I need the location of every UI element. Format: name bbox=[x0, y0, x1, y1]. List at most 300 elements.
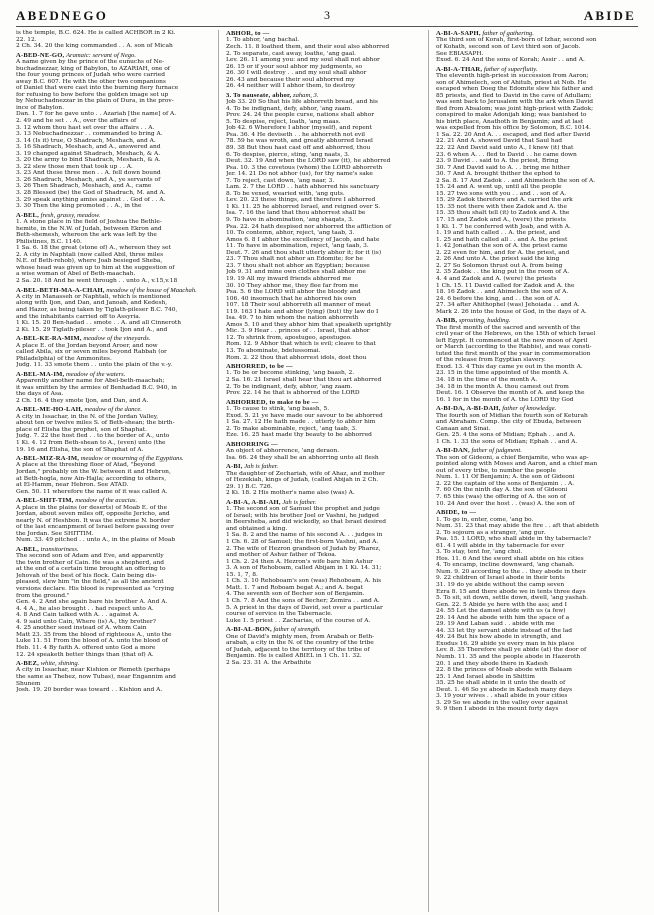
headword: A-BEL-SHIT-TIM, bbox=[16, 497, 74, 505]
entry-line: 19. 16 and Elisha, the son of Shaphat of A. bbox=[16, 446, 144, 453]
entry-line: 49. 24 But his bow abode in strength, and bbox=[436, 634, 562, 641]
dictionary-entry bbox=[16, 546, 216, 658]
entry-line: 23. 9 David . . said to A. the priest, Bring bbox=[436, 158, 559, 165]
headword-gloss: father of superfluity. bbox=[483, 65, 538, 73]
entry-line: Philadelphia) of the Ammonites. bbox=[16, 355, 112, 362]
entry-line: 1 Ki. 4. 12 from Beth-shean to A., (even) unto (the bbox=[16, 439, 166, 446]
entry-line: 11. To have in abomination, reject, 'ang taab, 3. bbox=[226, 243, 369, 250]
entry-line: A name given by the prince of the eunuchs of Ne- bbox=[16, 59, 165, 66]
entry-line: Jordan," probably on the W. between it and Hebron, bbox=[16, 469, 171, 476]
dictionary-entry bbox=[226, 463, 426, 497]
entry-line: 4. 25 another seed instead of A. whom Cain bbox=[16, 625, 147, 632]
entry-line: 3. 13 Nebuchadnezzar . . commanded to bring A. bbox=[16, 131, 163, 138]
entry-line: Job 42. 6 Wherefore I abhor (myself), and repent bbox=[226, 125, 372, 132]
entry-line: Zech. 11. 8 loathed them, and their soul also abhorred bbox=[226, 43, 390, 50]
headword: A-BI-A, A-BI-AH, bbox=[226, 498, 281, 506]
entry-line: 2. The wife of Hezron grandson of Judah by Pharez, bbox=[226, 545, 381, 552]
entry-line: 22. 21 And A. showed David that Saul had bbox=[436, 138, 563, 145]
entry-line: 15. 29 Zadok therefore and A. carried the ark bbox=[436, 197, 573, 204]
entry-line: Isa. 7. 16 the land that thou abhorrest shall be bbox=[226, 210, 366, 217]
entry-line: Rom. 12. 9 Abhor that which is evil; cleave to that bbox=[226, 341, 376, 348]
entry-line: Gen. 50. 11 wherefore the name of it was called A. bbox=[16, 488, 168, 495]
entry-line: Mic. 3. 9 Hear . . princes of . . Israel, that abhor bbox=[226, 328, 370, 335]
entry-line: Num. 1. 11 Of Benjamin; A. the son of Gideoni bbox=[436, 474, 575, 481]
entry-line: 23. 15 in the time appointed of the month A. bbox=[436, 370, 569, 377]
entry-line: 2 Sa. 8. 17 And Zadok . . and Ahimelech the son of A. bbox=[436, 177, 596, 184]
entry-line: and mother of Ashur father of Tekoa. bbox=[226, 552, 337, 559]
entry-line: was sent back to Jerusalem with the ark when David bbox=[436, 99, 594, 106]
entry-line: 3. 22 slew those men that took up . . A. bbox=[16, 163, 133, 170]
entry-line: of the release from Egyptian slavery. bbox=[436, 357, 546, 364]
entry-line: 8. To be vexed, wearied with, 'ang quts. bbox=[226, 190, 345, 197]
entry-line: 4. 8 And Cain talked with A. . . against A. bbox=[16, 612, 140, 619]
entry-line: Eze. 16. 25 hast made thy beauty to be abhorred bbox=[226, 432, 372, 439]
entry-line: A place in the plains (or deserts) of Moab E. of the bbox=[16, 504, 168, 511]
entry-line: Job 33. 20 So that his life abhorreth bread, and his bbox=[226, 99, 378, 106]
entry-line: tuted the first month of the year in commemoration bbox=[436, 350, 591, 357]
entry-line: Apparently another name for Abel-beth-maachah; bbox=[16, 378, 165, 385]
entry-line: 2 Ki. 18. 2 His mother's name also (was) A. bbox=[226, 490, 355, 497]
entry-line: Lam. 2. 7 the LORD . . hath abhorred his sanctuary bbox=[226, 184, 380, 191]
dictionary-entry bbox=[16, 52, 216, 210]
entry-line: 3. 16 Shadrach, Meshach, and A., answered and bbox=[16, 144, 161, 151]
entry-heading bbox=[436, 66, 636, 73]
entry-line: the same as Thebez, now Tubas), near Engannim and bbox=[16, 674, 176, 680]
entry-line: 34. 18 in the month A. thou camest out from bbox=[436, 383, 569, 390]
entry-line: 7. To reject, cast down, 'ang naar, 3. bbox=[226, 177, 335, 184]
entry-line: Psa. 15. 1 LORD, who shall abide in thy tabernacle? bbox=[436, 536, 591, 543]
entry-line: 2. To sojourn as a stranger, 'ang gur. bbox=[436, 529, 546, 536]
entry-line: 15. 35 not there with thee Zadok and A. the bbox=[436, 203, 567, 210]
entry-line: 26. 44 neither will I abhor them, to destroy bbox=[226, 83, 356, 90]
headword-gloss: Jah is father. bbox=[282, 498, 317, 506]
entry-heading bbox=[436, 509, 636, 516]
headword: A-BI-DAN, bbox=[436, 447, 470, 455]
entry-line: a wise woman of Abel of Beth-maachah. bbox=[16, 271, 136, 278]
entry-line: A city in Issachar, near Kishion or Remeth (perhaps bbox=[16, 667, 171, 674]
entry-line: 2. 22 the captain of the sons of Benjamin . . A. bbox=[436, 480, 575, 487]
dictionary-entry bbox=[226, 626, 426, 666]
entry-line: 9. 22 children of Israel abode in their tents bbox=[436, 575, 565, 582]
entry-line: conspired to make Adonijah king; was banished to bbox=[436, 112, 587, 119]
entry-line: 2 Sa. 16. 21 Israel shall hear that thou art abhorred bbox=[226, 377, 382, 384]
entry-line: of Kohath, second son of Levi third son of Jacob. bbox=[436, 43, 581, 50]
entry-line: Canaan and Sinai. bbox=[436, 425, 491, 432]
dictionary-entry bbox=[436, 30, 636, 64]
entry-line: fled from Absalom; was joint high-priest with Zadok; bbox=[436, 105, 594, 112]
entry-line: 35. 25 he shall abide in it unto the death of bbox=[436, 680, 566, 687]
dictionary-entry bbox=[16, 406, 216, 453]
entry-line: 29. 19 And Laban said . . abide with me bbox=[436, 621, 555, 628]
headword-gloss: Aramaic: servant of Nego. bbox=[66, 51, 136, 59]
headword: A-BIB, bbox=[436, 317, 458, 325]
dictionary-entry bbox=[16, 212, 216, 285]
entry-line: 1 Ki. 11. 25 he abhorred Israel, and reigned over S. bbox=[226, 203, 381, 210]
headword-gloss: zaham, 3. bbox=[293, 91, 319, 99]
dictionary-entry bbox=[226, 499, 426, 624]
entry-line: 44. 33 let thy servant abide instead of the lad bbox=[436, 627, 573, 634]
headword: A-BEL-ME-HO-LAH, bbox=[16, 406, 83, 414]
entry-line: The first month of the sacred and seventh of the bbox=[436, 324, 581, 331]
dictionary-entry bbox=[226, 30, 426, 90]
entry-line: The son of Gideoni, a chief Benjamite, who was ap- bbox=[436, 454, 589, 461]
dictionary-entry bbox=[226, 441, 426, 462]
entry-line: The fourth son of Midian the fourth son of Keturah bbox=[436, 412, 588, 419]
entry-line: Gen. 4. 2 And she again bare his brother A. And A. bbox=[16, 599, 168, 606]
entry-heading bbox=[16, 335, 216, 342]
dictionary-entry bbox=[436, 317, 636, 403]
entry-line: 3. 12 whom thou hast set over the affairs . . A. bbox=[16, 124, 155, 131]
headword-gloss: fresh, grassy, meadow. bbox=[40, 211, 101, 219]
entry-line: 1 Ch. 1. 33 the sons of Midian; Ephah . . and A. bbox=[436, 438, 578, 445]
entry-line: 16. 1 for in the month of A. the LORD thy God bbox=[436, 396, 574, 403]
entry-line: 3. 26 Then Shadrach, Meshach, and A., came bbox=[16, 183, 152, 190]
headword: A-BI-A-SAPH, bbox=[436, 30, 481, 37]
entry-line: 20. 1 and they abode there in Kadesh bbox=[436, 660, 548, 667]
entry-line: Luke 11. 51 From the blood of A. unto the blood of bbox=[16, 638, 168, 645]
headword: 3. To nauseate, abhor, bbox=[226, 91, 292, 99]
entry-line: 3. 29 So we abode in the valley over against bbox=[436, 699, 568, 706]
entry-line: 2 Ch. 34. 20 the king commanded . . A. son of Micah bbox=[16, 43, 173, 50]
entry-line: The third son of Korah, first-born of Izhar, second son bbox=[436, 37, 597, 44]
headword: ABHORRED, to be — bbox=[226, 363, 293, 371]
entry-line: 23. 7 Thou shalt not abhor an Edomite; for he bbox=[226, 256, 363, 263]
entry-line: Exod. 6. 24 And the sons of Korah; Assir . . and A. bbox=[436, 57, 585, 64]
entry-line: The daughter of Zechariah, wife of Ahaz, and mother bbox=[226, 470, 385, 477]
entry-line: place of Elisha the prophet, son of Shaphat. bbox=[16, 426, 148, 433]
entry-line: 1 Ch. 15. 11 David called for Zadok and A. the bbox=[436, 282, 575, 289]
headword: A-BEL-BETH-MA-A-CHAH, bbox=[16, 286, 105, 294]
column-middle bbox=[226, 30, 429, 912]
entry-line: 4. 9 said unto Cain, Where (is) A., thy brother? bbox=[16, 618, 156, 625]
entry-line: it was smitten by the armies of Benhadad B.C. 940, in bbox=[16, 384, 177, 391]
entry-line: Job 9. 31 and mine own clothes shall abhor me bbox=[226, 269, 366, 276]
entry-line: 22. 22 And David said unto A., I knew (it) that bbox=[436, 145, 574, 152]
entry-line: 4. To encamp, incline downward, 'ang chanah. bbox=[436, 562, 575, 569]
entry-line: 23. 6 when A. . . fled to David . . he came down bbox=[436, 151, 577, 158]
entry-line: the days of Asa. bbox=[16, 391, 64, 398]
entry-heading bbox=[226, 441, 426, 448]
entry-line: for refusing to bow before the golden image set up bbox=[16, 91, 169, 98]
dictionary-entry bbox=[16, 455, 216, 495]
entry-line: at Beth-hogla, now Ain-Hajla; according to others, bbox=[16, 475, 167, 482]
headword: ABHORRING — bbox=[226, 440, 278, 448]
headword: A-BI-DA, A-BI-DAH, bbox=[436, 405, 501, 413]
entry-line: 1 Ch. 3. 10 Rehoboam's son (was) Rehoboam, A. his bbox=[226, 578, 382, 585]
entry-line: 6. To despise, pierce, sting, 'ang naats, 3. bbox=[226, 151, 350, 158]
dictionary-entry bbox=[16, 287, 216, 334]
entry-line: 3. 30 Then the king promoted . . A., in the bbox=[16, 203, 142, 210]
entry-line: 5. To despise, reject, loath, 'ang maas. bbox=[226, 118, 341, 125]
entry-line: The eleventh high-priest in succession from Aaron; bbox=[436, 73, 589, 79]
entry-line: 3. 14 (Is it) true, O Shadrach, Meshach, and A. bbox=[16, 137, 156, 144]
entry-line: by Nebuchadnezzar in the plain of Dura, in the prov- bbox=[16, 98, 174, 105]
entry-line: of the last encampment of Israel before passing over bbox=[16, 524, 174, 531]
entry-line: at the end of a certain time brought an offering to bbox=[16, 566, 166, 573]
entry-line: his birth place, Anathoth in Benjamin; and at last bbox=[436, 118, 584, 125]
entry-line: Mark 2. 26 into the house of God, in the days of A. bbox=[436, 308, 587, 315]
entry-line: 1 Sa. 27. 12 He hath made . . utterly to abhor him bbox=[226, 419, 376, 426]
dictionary-entry bbox=[16, 335, 216, 369]
dictionary-entry bbox=[436, 405, 636, 445]
entry-line: 25. 1 And Israel abode in Shittim bbox=[436, 673, 535, 680]
entry-line: Exod. 5. 21 ye have made our savour to be abhorred bbox=[226, 412, 383, 419]
entry-line: Lev. 26. 11 among you: and my soul shall not abhor bbox=[226, 57, 380, 64]
entry-line: 1 Ch. 7. 8 And the sons of Becher; Zemira . . and A. bbox=[226, 597, 380, 604]
entry-line: 15. 27 two sons with you . . and . . son of A. bbox=[436, 190, 567, 197]
entry-line: 26. 30 I will destroy . . and my soul shall abhor bbox=[226, 70, 367, 77]
entry-line: 2. 35 Zadok . . the king put in the room of A. bbox=[436, 269, 570, 276]
entry-line: 34. 18 in the time of the month A. bbox=[436, 377, 538, 384]
entry-line: 24. 6 before the king, and . . the son of A. bbox=[436, 295, 561, 302]
headword-gloss: white, shining. bbox=[40, 660, 80, 668]
entry-line: 2. 49 and he set . . A., over the affairs of bbox=[16, 117, 137, 124]
entry-line: 30. 7 And David said to A. . . bring me hither bbox=[436, 164, 570, 171]
entry-line: 5. To sit, sit down, settle down, dwell, 'ang yashab. bbox=[436, 595, 589, 602]
entry-line: of Judah, adjacent to the territory of the tribe of bbox=[226, 646, 370, 653]
entry-line: 2. 22 even for him, and for A. the priest, and bbox=[436, 249, 570, 256]
entry-heading bbox=[436, 405, 636, 412]
headword: A-BEL-KE-RA-MIM, bbox=[16, 335, 82, 343]
entry-line: Judg. 7. 22 the host fled . . to the border of A., unto bbox=[16, 433, 170, 440]
dictionary-entry bbox=[226, 92, 426, 361]
headword: ABHOR, to — bbox=[226, 30, 270, 37]
entry-heading bbox=[226, 92, 426, 99]
entry-heading bbox=[16, 455, 216, 462]
headword: A-BEZ, bbox=[16, 660, 39, 668]
entry-line: Ezra 8. 15 and there abode we in tents three days bbox=[436, 588, 586, 595]
entry-heading bbox=[16, 212, 216, 219]
entry-line: See EBIASAPH. bbox=[436, 50, 484, 57]
column-right bbox=[436, 30, 638, 912]
entry-heading bbox=[16, 406, 216, 413]
entry-line: 1 Sa. 6. 18 the great (stone of) A., whereon they set bbox=[16, 245, 171, 252]
entry-heading bbox=[16, 660, 216, 667]
entry-line: Deut. 32. 19 And when the LORD saw (it), he abhorred bbox=[226, 158, 391, 165]
headword: A-BEL-MIZ-RA-IM, bbox=[16, 455, 80, 463]
entry-line: and obtained a king. bbox=[226, 525, 288, 532]
entry-line: 12. 24 speaketh better things than (that of) A. bbox=[16, 651, 154, 658]
entry-line: 1. 42 Jonathan the son of A. the priest came bbox=[436, 243, 568, 250]
entry-line: away B.C. 607. He with the other two companions bbox=[16, 78, 166, 85]
dictionary-entry bbox=[16, 371, 216, 405]
entry-line: 3. 28 Blessed (be) the God of Shadrach, M. and A. bbox=[16, 189, 166, 196]
entry-line: Hos. 11. 6 And the sword shall abide on his cities bbox=[436, 555, 584, 562]
headword: A-BED-NE-GO, bbox=[16, 51, 65, 59]
entry-line: 119. 163 I hate and abhor (lying) (but) thy law do I bbox=[226, 308, 379, 315]
entry-line: Exod. 13. 4 This day came ye out in the month A. bbox=[436, 363, 583, 370]
entry-line: civil year of the Hebrews, on the 15th of which Israel bbox=[436, 331, 596, 338]
dictionary-entry bbox=[16, 660, 216, 694]
entry-line: of Hezekiah, kings of Judah, (called Abijah in 2 Ch. bbox=[226, 477, 379, 484]
headword-gloss: sprouting, budding. bbox=[458, 317, 511, 325]
entry-line: Rom. 2. 22 thou that abhorrest idols, dost thou bbox=[226, 354, 367, 361]
entry-line: pleased, slew him "in the field," as all the ancient bbox=[16, 579, 164, 586]
entry-line: Jordan, about seven miles off, opposite Jericho, and bbox=[16, 511, 170, 518]
headword-gloss: transitoriness. bbox=[40, 545, 79, 553]
entry-line: of Daniel that were cast into the burning fiery furnace bbox=[16, 85, 179, 92]
entry-heading bbox=[226, 399, 426, 406]
entry-line: 23. 7 thou shalt not abhor an Egyptian; because bbox=[226, 262, 370, 269]
entry-line: 1 Ki. 15. 20 Ben-hadad . . smote . . A. and all Cinneroth bbox=[16, 320, 182, 327]
entry-line: 1. To cause to stink, 'ang baash, 5. bbox=[226, 406, 330, 413]
entry-heading bbox=[226, 626, 426, 633]
entry-line: Judg. 11. 33 smote them . . unto the plain of the v.-y. bbox=[16, 362, 173, 369]
entry-heading bbox=[16, 52, 216, 59]
entry-line: Beth-shemesh, whereon the ark was left by the bbox=[16, 232, 157, 239]
headword: ABHORRED, to make to be — bbox=[226, 398, 319, 406]
entry-line: 106. 40 insomuch that he abhorred his own bbox=[226, 295, 357, 302]
entry-line: Heb. 11. 4 By faith A. offered unto God a more bbox=[16, 644, 156, 651]
entry-line: arabah, a city in the N. of the country of the tribe bbox=[226, 640, 374, 647]
entry-heading bbox=[16, 287, 216, 294]
entry-line: 13. To abominate, bdelussomai. bbox=[226, 347, 321, 354]
entry-line: whose head was given up to him at the suggestion of bbox=[16, 264, 175, 271]
entry-line: Luke 1. 5 priest . . Zacharias, of the course of A. bbox=[226, 617, 371, 624]
entry-line: 2. 27 So Solomon thrust out A. from being bbox=[436, 262, 563, 269]
entry-line: 15. 35 thou shalt tell (it) to Zadok and A. the bbox=[436, 210, 570, 217]
entry-line: Jehovah of the best of his flock. Cain being dis- bbox=[16, 572, 157, 579]
entry-heading bbox=[226, 30, 426, 37]
entry-line: 1 Ki. 1. 7 he conferred with Joab, and with A. bbox=[436, 223, 571, 230]
entry-line: 12. To shrink from, apostugeo, apostugeo. bbox=[226, 334, 352, 341]
entry-line: of Israel; with his brother Joel or Vashni, he judged bbox=[226, 512, 379, 519]
entry-line: 3. 23 And these three men . . A. fell down bound bbox=[16, 170, 161, 177]
headword: A-BEL, bbox=[16, 545, 39, 553]
headword: A-BI-A-THAR, bbox=[436, 65, 483, 73]
entry-line: Deut. 1. 46 So ye abode in Kadesh many days bbox=[436, 686, 573, 693]
running-header bbox=[16, 6, 638, 27]
entry-line: 2 Ki. 15. 29 Tiglath-pileser . . took Ijon and A., and bbox=[16, 326, 168, 333]
entry-line: Dan. 1. 7 for he gave unto . . Azariah [the name] of A. bbox=[16, 111, 177, 118]
entry-line: Josh. 19. 20 border was toward . . Kishion and A. bbox=[16, 687, 163, 694]
entry-line: 10. 24 And over the host . . (was) A. the son of bbox=[436, 500, 575, 507]
dictionary-entry bbox=[436, 447, 636, 507]
entry-line: nearly N. of Heshbon. It was the extreme N. border bbox=[16, 517, 170, 524]
entry-line: One of David's mighty men, from Arabah or Beth- bbox=[226, 633, 375, 640]
entry-line: is the temple, B.C. 624. He is called ACHBOR in 2 Ki. bbox=[16, 30, 176, 36]
entry-heading bbox=[436, 317, 636, 324]
entry-line: Numb. 11. 35 and the people abode in Hazeroth bbox=[436, 654, 581, 661]
entry-line: Gen. 25. 4 the sons of Midian; Ephah . . and A. bbox=[436, 432, 576, 439]
dictionary-entry bbox=[16, 30, 216, 50]
entry-line: Psa. 22. 24 hath despised nor abhorred the affliction of bbox=[226, 223, 392, 230]
headword: A-BI-AL-BON, bbox=[226, 626, 272, 634]
entry-line: 2. To separate, cast away, loathe, 'ang gaal. bbox=[226, 50, 356, 57]
entry-line: pointed along with Moses and Aaron, and a chief man bbox=[436, 461, 598, 468]
entry-line: 4. 4 A., he also brought . . had respect unto A. bbox=[16, 605, 154, 612]
entry-line: buchadnezzar, king of Babylon, to AZARIAH, one of bbox=[16, 65, 170, 72]
entry-line: 2 Sa. 23. 31 A. the Arbathite bbox=[226, 659, 312, 666]
entry-line: Benjamin. He is called ABIEL in 1 Ch. 11. 32. bbox=[226, 653, 362, 660]
entry-line: Num. 31. 23 that may abide the fire . . aft that abideth bbox=[436, 523, 599, 530]
entry-line: called Abila, six or seven miles beyond Rabbah (or bbox=[16, 349, 167, 356]
entry-line: Prov. 24. 24 the people curse, nations shall abhor bbox=[226, 112, 375, 119]
entry-line: and Hazor, as being taken by Tiglath-pileser B.C. 740, bbox=[16, 307, 178, 313]
entry-line: Prov. 22. 14 he that is abhorred of the LORD bbox=[226, 390, 360, 397]
entry-line: 15. 24 and A. went up, until all the people bbox=[436, 184, 562, 191]
entry-line: 1. 19 and hath called . . A. the priest, and bbox=[436, 230, 561, 237]
headword-gloss: meadow of the waters. bbox=[66, 370, 126, 378]
entry-line: N.E. of Beth-rehob), where Joab besieged Sheba, bbox=[16, 258, 163, 265]
entry-line: or March (according to the Rabbis), and was consti- bbox=[436, 344, 592, 351]
headword-gloss: Jah is father. bbox=[244, 463, 279, 471]
entry-line: in Beersheba, and did wickedly, so that Israel desired bbox=[226, 519, 386, 526]
entry-line: ince of Babylon. bbox=[16, 104, 64, 111]
entry-line: 2. 26 And unto A. the priest said the king bbox=[436, 256, 560, 263]
entry-line: 2 Sa. 20. 18 And he went through . . unto A., v.15,v.18 bbox=[16, 277, 178, 284]
entry-line: 3. 26 Shadrach, Meshach, and A., ye servants of bbox=[16, 176, 161, 183]
headword: A-BI, bbox=[226, 463, 243, 471]
entry-line: 26. 15 or if your soul abhor my judgments, so bbox=[226, 63, 363, 70]
entry-line: 19. 19 All my inward friends abhorred me bbox=[226, 275, 352, 282]
entry-line: was expelled from his office by Solomon, B.C. 1014. bbox=[436, 125, 592, 132]
entry-line: 30. 7 And A. brought thither the ephod to bbox=[436, 171, 561, 178]
entry-line: the twin brother of Cain. He was a shepherd, and bbox=[16, 559, 165, 566]
entry-line: at El-Hamm, near Hebron. See ATAD. bbox=[16, 482, 129, 489]
entry-line: 1. The second son of Samuel the prophet and judge bbox=[226, 506, 380, 513]
entry-line: 18. 16 Zadok . . and Abimelech the son of A. bbox=[436, 289, 569, 296]
entry-line: 7. 65 this (was) the offering of A. the son of bbox=[436, 494, 566, 501]
entry-line: 29. 14 And he abode with him the space of a bbox=[436, 614, 570, 621]
entry-line: Shunem bbox=[16, 680, 41, 687]
entry-line: Amos 5. 10 and they abhor him that speaketh uprightly bbox=[226, 321, 392, 328]
headword-gloss: meadow of the vineyards. bbox=[83, 335, 151, 343]
entry-line: escaped when Doeg the Edomite slew his father and bbox=[436, 86, 593, 93]
header-first-word: ABEDNEGO bbox=[16, 8, 109, 23]
entry-line: 3. A son of Rehoboam, called Abijam in 1 Ki. 14. 31; bbox=[226, 565, 382, 572]
page-number: 3 bbox=[324, 8, 330, 22]
headword: ABIDE, to — bbox=[436, 509, 477, 517]
entry-line: Isa. 66. 24 they shall be an abhorring unto all flesh bbox=[226, 454, 379, 461]
entry-line: son of Ahimelech, son of Ahitub, priest at Nob. He bbox=[436, 79, 587, 86]
entry-line: 1. A stone place in the field of Joshua the Bethle- bbox=[16, 219, 162, 226]
entry-line: 1 Ch. 6. 28 of Samuel; the first-born Vashni, and A. bbox=[226, 539, 379, 546]
headword-gloss: father of gathering. bbox=[482, 30, 534, 37]
entry-line: 3. 19 your wives . . shall abide in your cities bbox=[436, 693, 568, 700]
entry-line: Exodus 16. 29 abide ye every man in his place bbox=[436, 640, 575, 647]
entry-heading bbox=[436, 447, 636, 454]
entry-line: the four young princes of Judah who were carried bbox=[16, 72, 166, 79]
entry-line: 26. 43 and because their soul abhorred my bbox=[226, 76, 355, 83]
headword: A-BEL-MA-IM, bbox=[16, 370, 65, 378]
entry-line: 1. To be or become stinking, 'ang baash, 2. bbox=[226, 370, 355, 377]
entry-line: out of every tribe, to number the people bbox=[436, 467, 556, 474]
entry-line: Lev. 8. 35 Therefore shall ye abide (at) the door of bbox=[436, 647, 587, 654]
headword-gloss: meadow of the acacias. bbox=[75, 497, 138, 505]
entry-line: 17. 15 and Zadok and A., (were) the priests bbox=[436, 217, 566, 224]
entry-line: 9. To have in abomination, 'ang shaqats, 3. bbox=[226, 217, 354, 224]
entry-line: hemite, in the N.W. of Judah, between Ekron and bbox=[16, 225, 162, 232]
entry-line: Matt 23. 35 from the blood of righteous A., unto the bbox=[16, 631, 172, 638]
headword-gloss: father of judgment. bbox=[471, 447, 522, 455]
entry-line: Psa. 36. 4 He deviseth . . he abhorreth not evil bbox=[226, 131, 366, 138]
entry-line: 15. 1, 7, 8. bbox=[226, 571, 258, 578]
dictionary-entry bbox=[16, 497, 216, 544]
entry-line: the Jordan. See SHITTIM. bbox=[16, 530, 94, 537]
entry-line: Jer. 14. 21 Do not abhor (us), for thy name's sake bbox=[226, 171, 373, 178]
entry-line: 29. 1) B.C. 726. bbox=[226, 483, 273, 490]
headword: A-BEL, bbox=[16, 211, 39, 219]
entry-heading bbox=[226, 499, 426, 506]
entry-line: Gen. 22. 5 Abide ye here with the ass; and I bbox=[436, 601, 567, 608]
headword-gloss: father of strength. bbox=[273, 626, 321, 634]
entry-line: Amos 6. 8 I abhor the excellency of Jacob, and hate bbox=[226, 236, 380, 243]
entry-line: 1 Sa. 22. 20 And A. . . escaped, and fled after David bbox=[436, 131, 591, 138]
entry-line: An object of abhorrence, 'ang deraon. bbox=[226, 448, 340, 455]
entry-line: A place E. of the Jordan beyond Aroer, and now bbox=[16, 342, 158, 349]
entry-line: 85 priests, and fled to David in the cave of Adullam; bbox=[436, 92, 592, 99]
